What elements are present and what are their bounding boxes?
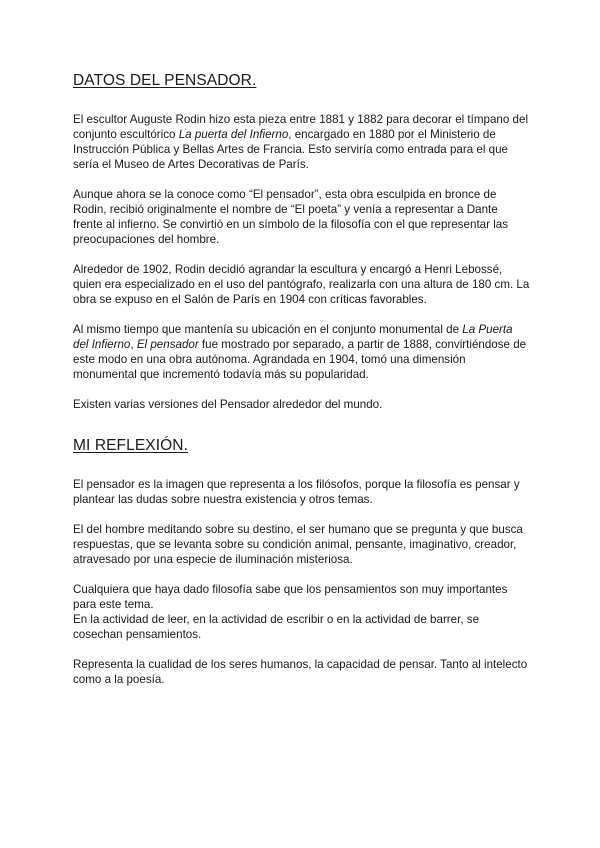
paragraph-text: fue mostrado por separado, a partir de 1888, convirtiéndose de este modo en una obra autónoma. Agrandada en 1904, tomó una dimensión monumental que incrementó todavía más su popularidad. [73, 338, 527, 381]
paragraph-text: Aunque ahora se la conoce como “El pensador”, esta obra esculpida en bronce de Rodin, recibió originalmente el nombre de “El poeta” y venía a representar a Dante frente al infierno. Se convirtió en un símbolo de la filosofía con el que representar las preocupaciones del hombre. [73, 188, 509, 246]
section-datos-del-pensador [73, 72, 530, 412]
paragraph [73, 187, 530, 247]
paragraph-text: Representa la cualidad de los seres humanos, la capacidad de pensar. Tanto al intelecto como a la poesía. [73, 658, 528, 686]
italic-title: La Puerta del Infierno [73, 323, 513, 351]
paragraph-text: Existen varias versiones del Pensador alrededor del mundo. [73, 398, 383, 411]
italic-title: La puerta del Infierno [178, 128, 289, 141]
paragraph-text: El pensador es la imagen que representa a los filósofos, porque la filosofía es pensar y plantear las dudas sobre nuestra existencia y otros temas. [73, 478, 520, 506]
paragraph-text: , encargado en 1880 por el Ministerio de Instrucción Pública y Bellas Artes de Francia. Esto serviría como entrada para el que sería el Museo de Artes Decorativas de París. [73, 128, 508, 171]
paragraph-text: El del hombre meditando sobre su destino, el ser humano que se pregunta y que busca respuestas, que se levanta sobre su condición animal, pensante, imaginativo, creador, atravesado por una especie de iluminación misteriosa. [73, 523, 523, 566]
paragraph-text: El escultor Auguste Rodin hizo esta pieza entre 1881 y 1882 para decorar el tímpano del conjunto escultórico [73, 113, 529, 141]
paragraph-line: En la actividad de leer, en la actividad de escribir o en la actividad de barrer, se cosechan pensamientos. [73, 613, 480, 641]
paragraph-text: , [130, 338, 137, 351]
paragraph [73, 477, 530, 507]
section-body [73, 477, 530, 687]
section-heading: DATOS DEL PENSADOR. [73, 72, 257, 89]
paragraph-text: Al mismo tiempo que mantenía su ubicación en el conjunto monumental de [73, 323, 463, 336]
italic-title: El pensador [136, 338, 199, 351]
paragraph [73, 397, 530, 412]
section-mi-reflexion [73, 437, 530, 687]
paragraph [73, 522, 530, 567]
section-body [73, 112, 530, 412]
section-heading: MI REFLEXIÓN. [73, 437, 188, 454]
paragraph [73, 582, 530, 642]
paragraph-text: Alrededor de 1902, Rodin decidió agrandar la escultura y encargó a Henri Lebossé, quien era especializado en el uso del pantógrafo, realizarla con una altura de 180 cm. La obra se expuso en el Salón de París en 1904 con críticas favorables. [73, 263, 530, 306]
paragraph [73, 112, 530, 172]
paragraph [73, 657, 530, 687]
paragraph [73, 262, 530, 307]
paragraph-line: Cualquiera que haya dado filosofía sabe que los pensamientos son muy importantes para este tema. [73, 583, 508, 611]
paragraph [73, 322, 530, 382]
